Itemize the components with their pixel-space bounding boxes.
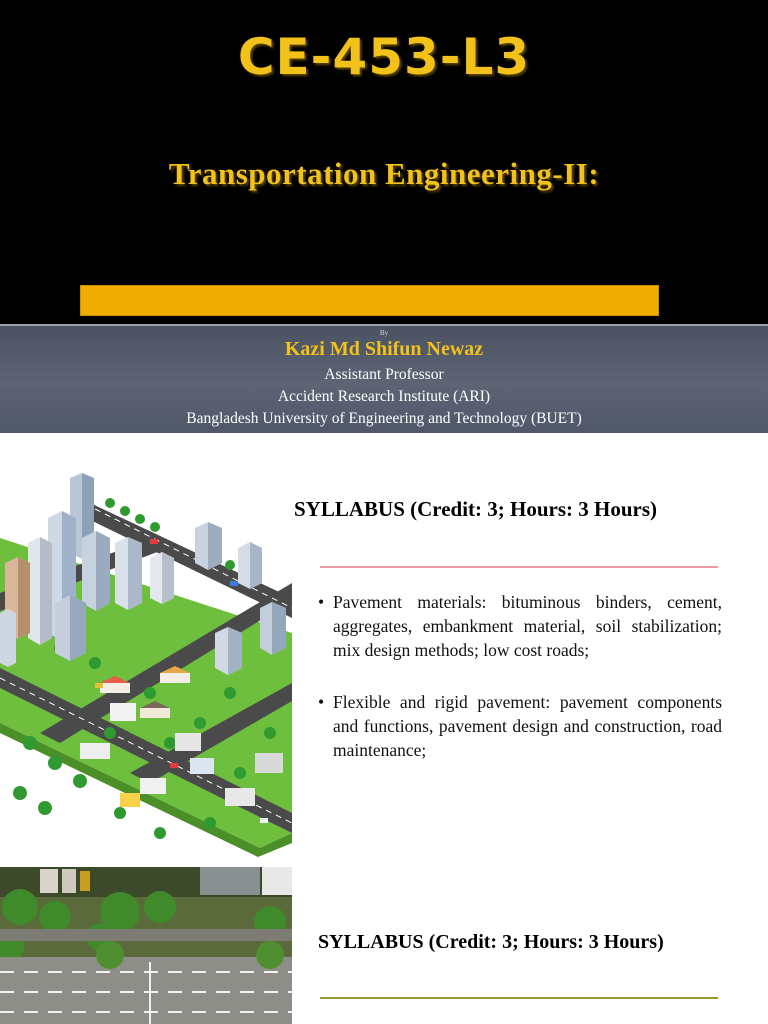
- author-name: Kazi Md Shifun Newaz: [284, 338, 484, 360]
- author-institute: Accident Research Institute (ARI): [277, 388, 491, 405]
- list-item: [318, 590, 722, 662]
- city-illustration-svg: [0, 433, 292, 867]
- road-photo-svg: [0, 867, 292, 1024]
- title-slide: [0, 0, 768, 324]
- heading-divider: [320, 997, 718, 999]
- syllabus-heading: SYLLABUS (Credit: 3; Hours: 3 Hours): [318, 931, 664, 953]
- list-item: [318, 690, 722, 762]
- bullet-text: Pavement materials: bituminous binders, cement, aggregates, embankment material, soil stabilization; mix design methods; low cost roads;: [333, 592, 722, 660]
- bullet-icon: •: [318, 692, 325, 712]
- syllabus-slide-1: [0, 433, 768, 867]
- course-code: CE-453-L3: [237, 28, 531, 86]
- isometric-city-illustration: [0, 433, 292, 867]
- author-role: Assistant Professor: [324, 366, 444, 383]
- bullet-text: Flexible and rigid pavement: pavement components and functions, pavement design and construction, road maintenance;: [333, 692, 722, 760]
- heading-divider: [320, 566, 718, 568]
- title-accent-bar: [80, 285, 659, 316]
- by-label: By: [379, 329, 389, 337]
- bullet-icon: •: [318, 592, 325, 612]
- author-university: Bangladesh University of Engineering and Technology (BUET): [186, 410, 582, 427]
- aerial-road-photo: [0, 867, 292, 1024]
- syllabus-heading: SYLLABUS (Credit: 3; Hours: 3 Hours): [294, 497, 658, 521]
- syllabus-bullet-list: [318, 590, 722, 790]
- author-band: [0, 324, 768, 433]
- course-title: Transportation Engineering-II:: [168, 156, 600, 191]
- syllabus-slide-2: [0, 867, 768, 1024]
